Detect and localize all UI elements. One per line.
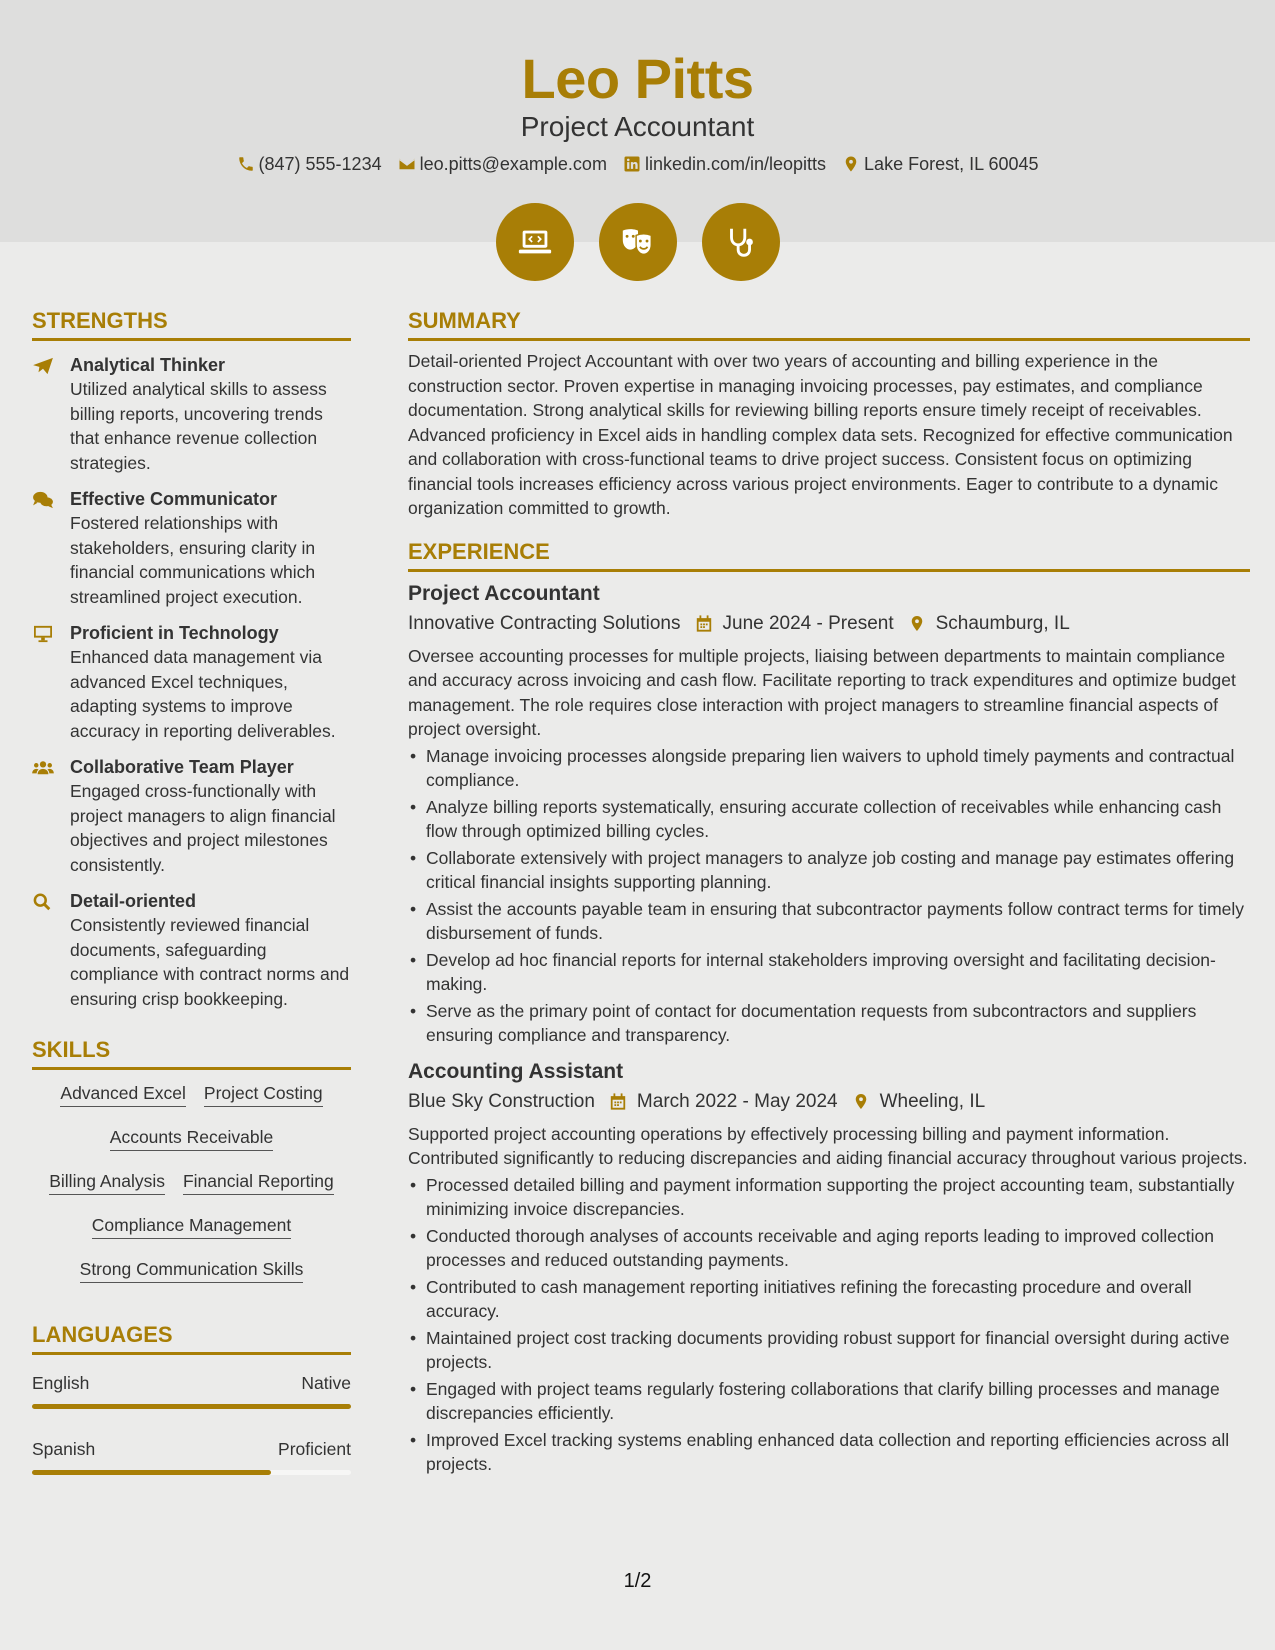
- strength-desc: Utilized analytical skills to assess billing reports, uncovering trends that enhance revenue collection strategies.: [70, 379, 327, 473]
- location-text: Lake Forest, IL 60045: [864, 154, 1039, 174]
- job-company: Innovative Contracting Solutions: [408, 612, 681, 634]
- candidate-name: Leo Pitts: [521, 47, 754, 110]
- hobby-laptop-code: [496, 203, 574, 281]
- left-column: [32, 306, 351, 1475]
- skill-tag: Compliance Management: [92, 1214, 291, 1239]
- job-bullets: [408, 744, 1250, 1048]
- calendar-icon: [695, 614, 713, 633]
- skill-tag: Strong Communication Skills: [80, 1258, 304, 1283]
- skill-tag: Advanced Excel: [60, 1082, 186, 1107]
- hobby-stethoscope: [702, 203, 780, 281]
- hobby-icons: [0, 203, 1275, 281]
- stethoscope-icon: [722, 223, 760, 261]
- language-bar-fill: [32, 1470, 271, 1475]
- laptop-code-icon: [516, 223, 554, 261]
- paper-plane-icon: [32, 357, 54, 375]
- job-title: Accounting Assistant: [408, 1059, 624, 1083]
- job-bullet: • Conducted thorough analyses of accounts receivable and aging reports leading to improved collection processes and reduced outstanding payments.: [408, 1224, 1250, 1273]
- job-location: Schaumburg, IL: [935, 612, 1070, 634]
- theater-masks-icon: [619, 223, 657, 261]
- job-entry: [408, 1058, 1250, 1477]
- job-bullet: • Maintained project cost tracking documents providing robust support for financial oversight during active projects.: [408, 1326, 1250, 1375]
- language-bar: [32, 1404, 351, 1409]
- job-description: Oversee accounting processes for multiple projects, liaising between departments to maintain compliance and accuracy across invoicing and cash flow. Facilitate reporting to track expenditures and optimize budget management. The role requires close interaction with project managers to streamline financial aspects of project oversight.: [408, 645, 1236, 739]
- job-dates: March 2022 - May 2024: [636, 1090, 838, 1112]
- linkedin-icon: [623, 155, 641, 173]
- strength-title: Analytical Thinker: [70, 355, 226, 375]
- language-bar: [32, 1470, 351, 1475]
- strength-item: [32, 621, 351, 743]
- strength-title: Effective Communicator: [70, 489, 278, 509]
- strength-title: Detail-oriented: [70, 891, 197, 911]
- skill-tag: Financial Reporting: [183, 1170, 334, 1195]
- language-bar-fill: [32, 1404, 351, 1409]
- contact-location: [842, 151, 1038, 177]
- skill-tag: Project Costing: [204, 1082, 323, 1107]
- language-item: [32, 1437, 351, 1475]
- summary-text: Detail-oriented Project Accountant with over two years of accounting and billing experience in the construction sector. Proven expertise in managing invoicing processes, pay estimates, and compliance documentation. Strong analytical skills for reviewing billing reports ensure timely receipt of receivables. Advanced proficiency in Excel aids in handling complex data sets. Recognized for effective communication and collaboration with cross-functional teams to drive project success. Consistent focus on optimizing financial tools increases efficiency across various project environments. Eager to contribute to a dynamic organization committed to growth.: [408, 351, 1233, 518]
- strength-desc: Enhanced data management via advanced Excel techniques, adapting systems to improve accuracy in reporting deliverables.: [70, 647, 336, 741]
- page-number: 1/2: [623, 1570, 652, 1592]
- job-meta: [408, 1088, 1250, 1116]
- job-bullets: [408, 1173, 1250, 1477]
- desktop-icon: [32, 625, 54, 643]
- contact-linkedin[interactable]: [623, 151, 826, 177]
- strength-desc: Consistently reviewed financial documents, safeguarding compliance with contract norms and ensuring crisp bookkeeping.: [70, 915, 350, 1009]
- job-bullet: • Assist the accounts payable team in ensuring that subcontractor payments follow contract terms for timely disbursement of funds.: [408, 897, 1250, 946]
- calendar-icon: [609, 1092, 627, 1111]
- contact-bar: [0, 151, 1275, 177]
- skills-list: [32, 1082, 351, 1283]
- strength-item: [32, 889, 351, 1011]
- job-bullet: • Serve as the primary point of contact for documentation requests from subcontractors and suppliers ensuring compliance and transparency.: [408, 999, 1250, 1048]
- languages-heading: LANGUAGES: [32, 1320, 351, 1355]
- location-pin-icon: [852, 1092, 870, 1111]
- job-bullet: • Manage invoicing processes alongside preparing lien waivers to uphold timely payments and contractual compliance.: [408, 744, 1250, 793]
- candidate-title: Project Accountant: [520, 111, 755, 142]
- job-description: Supported project accounting operations by effectively processing billing and payment information. Contributed significantly to reducing discrepancies and aiding financial accuracy throughout various projects.: [408, 1123, 1248, 1168]
- job-entry: [408, 580, 1250, 1048]
- job-bullet: • Processed detailed billing and payment information supporting the project accounting team, substantially minimizing invoice discrepancies.: [408, 1173, 1250, 1222]
- skill-tag: Billing Analysis: [49, 1170, 165, 1195]
- language-item: [32, 1371, 351, 1409]
- email-text: leo.pitts@example.com: [419, 154, 607, 174]
- job-bullet: • Engaged with project teams regularly fostering collaborations that clarify billing processes and manage discrepancies efficiently.: [408, 1377, 1250, 1426]
- right-column: [408, 306, 1250, 1479]
- contact-email[interactable]: [398, 151, 607, 177]
- job-meta: [408, 610, 1250, 638]
- strength-item: [32, 487, 351, 609]
- skills-heading: SKILLS: [32, 1035, 351, 1070]
- job-bullet: • Develop ad hoc financial reports for internal stakeholders improving oversight and facilitating decision-making.: [408, 948, 1250, 997]
- job-bullet: • Contributed to cash management reporting initiatives refining the forecasting procedure and overall accuracy.: [408, 1275, 1250, 1324]
- job-bullet: • Collaborate extensively with project managers to analyze job costing and manage pay estimates offering critical financial insights supporting planning.: [408, 846, 1250, 895]
- phone-icon: [237, 155, 255, 173]
- language-level: Native: [301, 1373, 351, 1393]
- experience-heading: EXPERIENCE: [408, 537, 1250, 572]
- skill-tag: Accounts Receivable: [110, 1126, 273, 1151]
- email-icon: [398, 155, 416, 173]
- strength-title: Proficient in Technology: [70, 623, 279, 643]
- job-bullet: • Improved Excel tracking systems enabling enhanced data collection and reporting efficiencies across all projects.: [408, 1428, 1250, 1477]
- users-icon: [32, 759, 54, 777]
- location-pin-icon: [842, 155, 860, 173]
- linkedin-text: linkedin.com/in/leopitts: [644, 154, 827, 174]
- job-dates: June 2024 - Present: [722, 612, 894, 634]
- contact-phone: [237, 151, 382, 177]
- strength-desc: Engaged cross-functionally with project managers to align financial objectives and project milestones consistently.: [70, 781, 336, 875]
- job-location: Wheeling, IL: [879, 1090, 986, 1112]
- strength-desc: Fostered relationships with stakeholders, ensuring clarity in financial communications which streamlined project execution.: [70, 513, 316, 607]
- strength-title: Collaborative Team Player: [70, 757, 294, 777]
- search-icon: [32, 893, 54, 911]
- language-level: Proficient: [278, 1439, 351, 1459]
- location-pin-icon: [908, 614, 926, 633]
- comments-icon: [32, 491, 54, 509]
- hobby-theater: [599, 203, 677, 281]
- job-company: Blue Sky Construction: [408, 1090, 595, 1112]
- strength-item: [32, 755, 351, 877]
- job-title: Project Accountant: [408, 581, 600, 605]
- strength-item: [32, 353, 351, 475]
- language-name: English: [32, 1373, 90, 1393]
- job-bullet: • Analyze billing reports systematically, ensuring accurate collection of receivables while enhancing cash flow through optimized billing cycles.: [408, 795, 1250, 844]
- summary-heading: SUMMARY: [408, 306, 1250, 341]
- strengths-heading: STRENGTHS: [32, 306, 351, 341]
- phone-text: (847) 555-1234: [258, 154, 382, 174]
- language-name: Spanish: [32, 1439, 96, 1459]
